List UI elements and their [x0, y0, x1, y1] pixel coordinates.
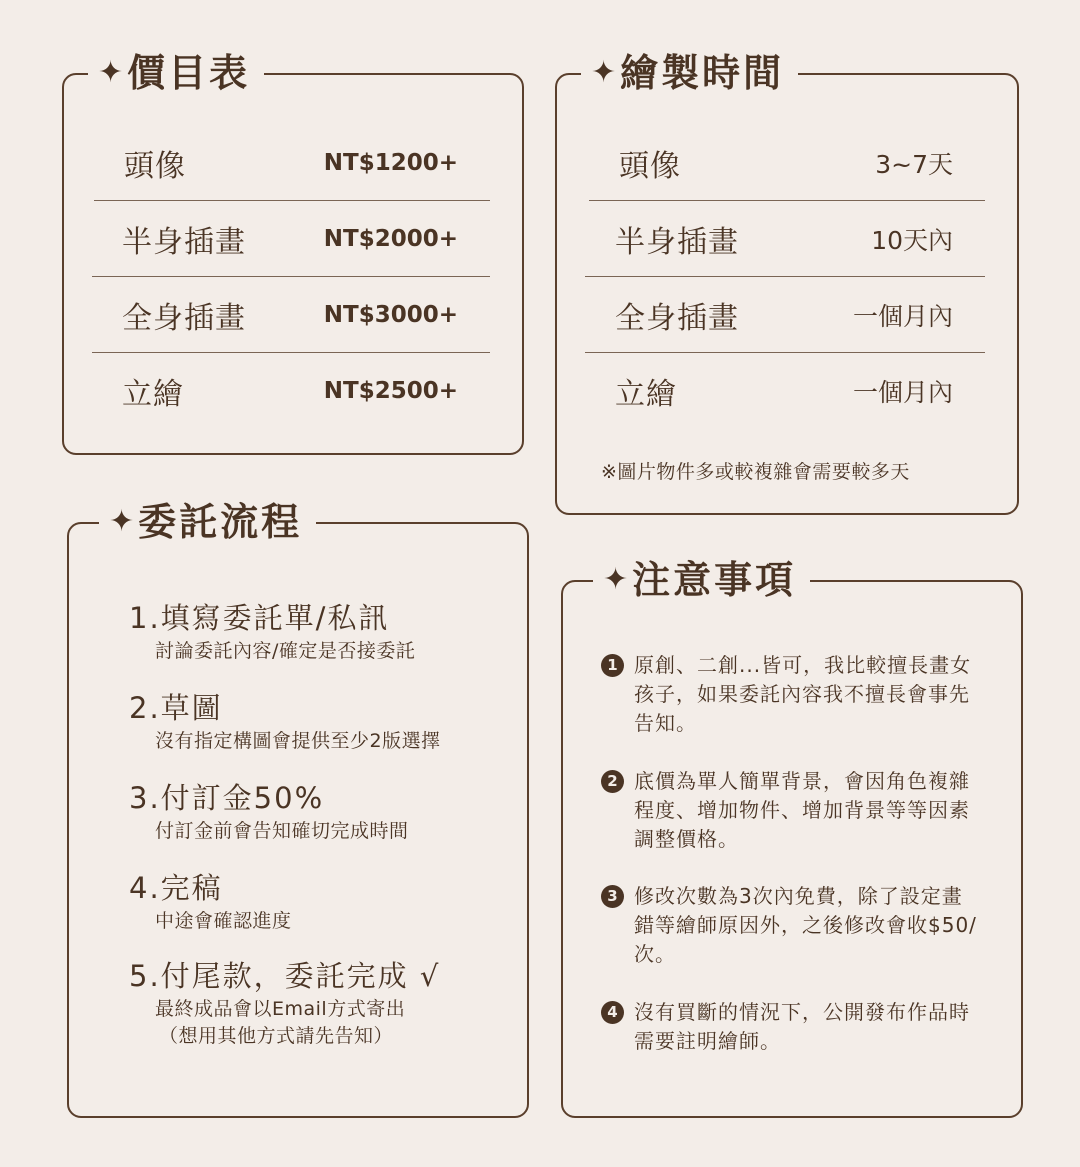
time-item-name: 全身插畫	[615, 300, 739, 336]
number-badge: 3	[601, 885, 624, 908]
price-item-name: 頭像	[124, 148, 186, 184]
process-step-desc: 討論委託內容/確定是否接委託	[155, 640, 416, 662]
number-badge: 4	[601, 1001, 624, 1024]
time-row	[585, 353, 985, 429]
time-item-value: 10天內	[871, 225, 953, 255]
process-step	[129, 688, 529, 755]
notes-panel-title: ✦ 注意事項	[593, 556, 810, 604]
time-panel	[555, 51, 1019, 515]
notice-text: 修改次數為3次內免費，除了設定畫錯等繪師原因外，之後修改會收$50/次。	[634, 884, 977, 966]
price-item-value: NT$1200+	[323, 149, 458, 176]
notice-text: 原創、二創...皆可，我比較擅長畫女孩子，如果委託內容我不擅長會事先告知。	[634, 653, 972, 735]
notice-item	[601, 767, 981, 854]
time-row	[585, 277, 985, 353]
price-item-name: 立繪	[122, 377, 184, 412]
price-row	[92, 353, 490, 429]
price-row	[92, 277, 490, 353]
price-item-name: 全身插畫	[122, 300, 246, 336]
time-item-value: 一個月內	[852, 378, 953, 407]
process-step	[129, 868, 529, 935]
time-note: ※圖片物件多或較複雜會需要較多天	[601, 461, 910, 483]
price-row	[94, 125, 490, 201]
process-panel	[67, 500, 529, 1118]
process-step	[129, 778, 529, 845]
number-badge: 1	[601, 654, 624, 677]
price-panel-title: ✦ 價目表	[88, 49, 264, 97]
notice-text: 沒有買斷的情況下，公開發布作品時需要註明繪師。	[634, 1000, 970, 1053]
notice-text: 底價為單人簡單背景，會因角色複雜程度、增加物件、增加背景等等因素調整價格。	[634, 769, 970, 851]
sparkle-icon: ✦	[98, 55, 124, 90]
number-badge: 2	[601, 770, 624, 793]
price-item-name: 半身插畫	[122, 224, 246, 260]
notes-panel	[561, 558, 1023, 1118]
process-step-desc-extra: （想用其他方式請先告知）	[159, 1025, 394, 1047]
time-panel-title: ✦ 繪製時間	[581, 49, 798, 97]
process-step-title: 2.草圖	[129, 691, 223, 725]
sparkle-icon: ✦	[603, 562, 629, 597]
process-step	[129, 598, 529, 665]
process-step-title: 4.完稿	[129, 871, 223, 905]
process-step-title: 1.填寫委託單/私訊	[129, 601, 390, 635]
notice-item	[601, 651, 981, 738]
notice-item	[601, 998, 981, 1056]
time-row	[585, 201, 985, 277]
process-step-desc: 最終成品會以Email方式寄出	[155, 998, 406, 1020]
process-step-title: 5.付尾款，委託完成 √	[129, 959, 441, 993]
process-step-desc: 沒有指定構圖會提供至少2版選擇	[155, 730, 441, 752]
time-item-name: 半身插畫	[615, 224, 739, 260]
price-row	[92, 201, 490, 277]
process-step-desc: 中途會確認進度	[155, 910, 292, 932]
price-item-value: NT$2000+	[323, 225, 458, 252]
process-step	[129, 956, 529, 1050]
time-item-name: 頭像	[619, 148, 681, 184]
price-item-value: NT$3000+	[323, 301, 458, 328]
price-panel	[62, 51, 524, 455]
process-step-desc: 付訂金前會告知確切完成時間	[155, 820, 409, 842]
price-item-value: NT$2500+	[323, 378, 458, 404]
time-item-value: 一個月內	[852, 301, 953, 331]
process-step-title: 3.付訂金50%	[129, 781, 325, 815]
sparkle-icon: ✦	[109, 504, 135, 539]
sparkle-icon: ✦	[591, 55, 617, 90]
time-item-value: 3~7天	[875, 149, 953, 179]
time-row	[589, 125, 985, 201]
notice-item	[601, 882, 981, 969]
process-panel-title: ✦ 委託流程	[99, 498, 316, 546]
time-item-name: 立繪	[615, 377, 677, 412]
